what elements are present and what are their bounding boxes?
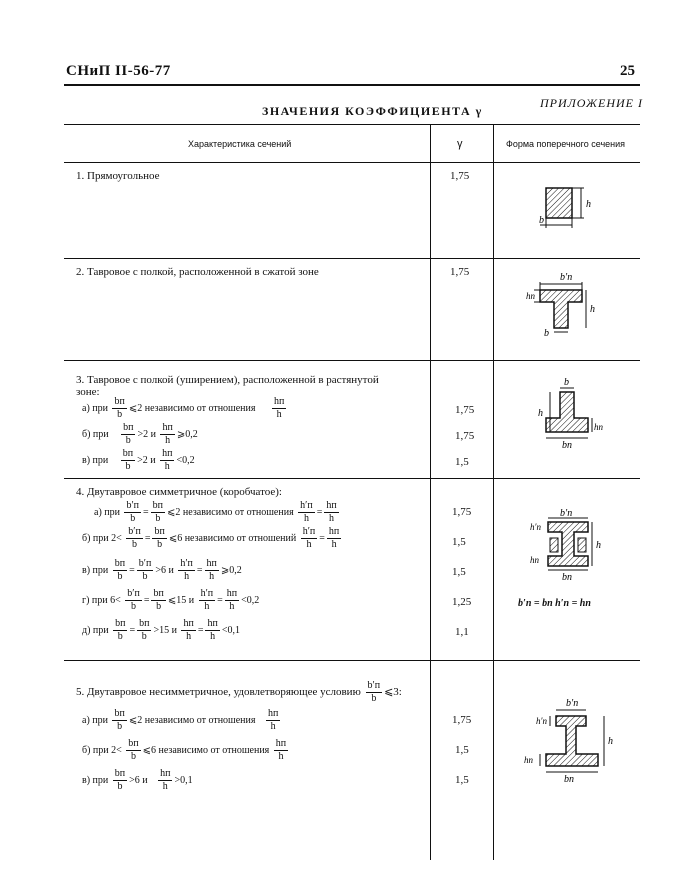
rectangle-section-icon [536, 182, 600, 234]
bf-label: bп [562, 440, 572, 451]
bpf-label: b′п [566, 698, 579, 709]
row1-label: 1. Прямоугольное [76, 170, 160, 182]
row5-sub-c-gamma: 1,5 [455, 774, 469, 786]
table-head-rule [64, 162, 640, 163]
row4-sub-c-gamma: 1,5 [452, 566, 466, 578]
row3-sub-b-gamma: 1,75 [455, 430, 475, 442]
table-title: ЗНАЧЕНИЯ КОЭФФИЦИЕНТА γ [262, 104, 483, 118]
row3-sub-a-gamma: 1,75 [455, 404, 475, 416]
column-divider [493, 124, 494, 860]
row-divider [64, 660, 640, 661]
row1-gamma: 1,75 [450, 170, 470, 182]
row4-equalities: b′п = bп h′п = hп [518, 598, 591, 609]
bf-label: bп [564, 774, 574, 784]
b-label: b [544, 328, 549, 339]
row3-label-line2: зоне: [76, 386, 100, 398]
hpf-label: h′п [530, 522, 541, 532]
bf-label: bп [562, 572, 572, 583]
i-section-symmetric-icon [520, 508, 620, 600]
row5-sub-a: а) при $\frac{bп}{b}$ ⩽2 независимо от отношения $\frac{hп}{h}$ [82, 708, 279, 732]
b-label: b [539, 215, 544, 226]
hf-label: hп [526, 291, 535, 301]
row4-sub-e: д) при $\frac{bп}{b}$ = $\frac{bп}{b}$ >15 и $\frac{hп}{h}$ = $\frac{hп}{h}$ <0,1 [82, 618, 240, 642]
hf-label: hп [524, 755, 533, 765]
h-label: h [538, 408, 543, 419]
t-section-flange-top-icon [526, 270, 616, 340]
column-divider [430, 124, 431, 860]
bf-label: b′п [560, 272, 573, 283]
row4-sub-a-gamma: 1,75 [452, 506, 472, 518]
row4-sub-a: а) при $\frac{b'п}{b}$ = $\frac{bп}{b}$ ⩽2 независимо от отношения $\frac{h'п}{h}$ = $\frac{hп}{h}$ [94, 500, 337, 524]
row4-sub-b-gamma: 1,5 [452, 536, 466, 548]
h-label: h [608, 736, 613, 747]
appendix-label: ПРИЛОЖЕНИЕ I [540, 96, 643, 110]
row3-sub-c: в) при $\frac{bп}{b}$ >2 и $\frac{hп}{h}$ <0,2 [82, 448, 195, 472]
row4-sub-b: б) при 2< $\frac{b'п}{b}$ = $\frac{bп}{b}$ ⩽6 независимо от отношений $\frac{h'п}{h}$ = $\frac{hп}{h}$ [82, 526, 340, 550]
hf-label: hп [530, 555, 539, 565]
row3-sub-c-gamma: 1,5 [455, 456, 469, 468]
h-label: h [596, 540, 601, 551]
row2-gamma: 1,75 [450, 266, 470, 278]
row3-sub-b: б) при $\frac{bп}{b}$ >2 и $\frac{hп}{h}$ ⩾0,2 [82, 422, 198, 446]
i-section-asymmetric-icon [514, 692, 624, 784]
row5-sub-a-gamma: 1,75 [452, 714, 472, 726]
row5-sub-c: в) при $\frac{bп}{b}$ >6 и $\frac{hп}{h}$ >0,1 [82, 768, 193, 792]
table-top-rule [64, 124, 640, 125]
column-header-shape: Форма поперечного сечения [506, 139, 626, 149]
document-code: СНиП II-56-77 [66, 63, 171, 79]
hf-label: hп [594, 422, 603, 432]
row-divider [64, 478, 640, 479]
row5-sub-b-gamma: 1,5 [455, 744, 469, 756]
b-label: b [564, 377, 569, 388]
bpf-label: b′п [560, 508, 573, 519]
row4-sub-d-gamma: 1,25 [452, 596, 472, 608]
row2-label: 2. Тавровое с полкой, расположенной в сжатой зоне [76, 266, 319, 278]
row3-sub-a: а) при $\frac{bп}{b}$ ⩽2 независимо от отношения $\frac{hп}{h}$ [82, 396, 285, 420]
row4-label: 4. Двутавровое симметричное (коробчатое): [76, 486, 282, 498]
row3-label-line1: 3. Тавровое с полкой (уширением), расположенной в растянутой [76, 374, 379, 386]
row-divider [64, 360, 640, 361]
row4-sub-d: г) при 6< $\frac{b'п}{b}$ = $\frac{bп}{b}$ ⩽15 и $\frac{h'п}{h}$ = $\frac{hп}{h}$ <0,2 [82, 588, 260, 612]
row5-label: 5. Двутавровое несимметричное, удовлетворяющее условию $\frac{b'п}{b}$ ⩽3: [76, 680, 402, 704]
header-rule [64, 84, 640, 86]
h-label: h [586, 199, 591, 210]
h-label: h [590, 304, 595, 315]
row4-sub-e-gamma: 1,1 [455, 626, 469, 638]
t-section-flange-bottom-icon [526, 376, 616, 456]
column-header-characteristic: Характеристика сечений [188, 139, 292, 149]
page-number: 25 [620, 63, 635, 79]
hpf-label: h′п [536, 716, 547, 726]
row4-sub-c: в) при $\frac{bп}{b}$ = $\frac{b'п}{b}$ >6 и $\frac{h'п}{h}$ = $\frac{hп}{h}$ ⩾0,2 [82, 558, 242, 582]
row-divider [64, 258, 640, 259]
column-header-gamma: γ [457, 138, 463, 150]
row5-sub-b: б) при 2< $\frac{bп}{b}$ ⩽6 независимо от отношения $\frac{hп}{h}$ [82, 738, 287, 762]
